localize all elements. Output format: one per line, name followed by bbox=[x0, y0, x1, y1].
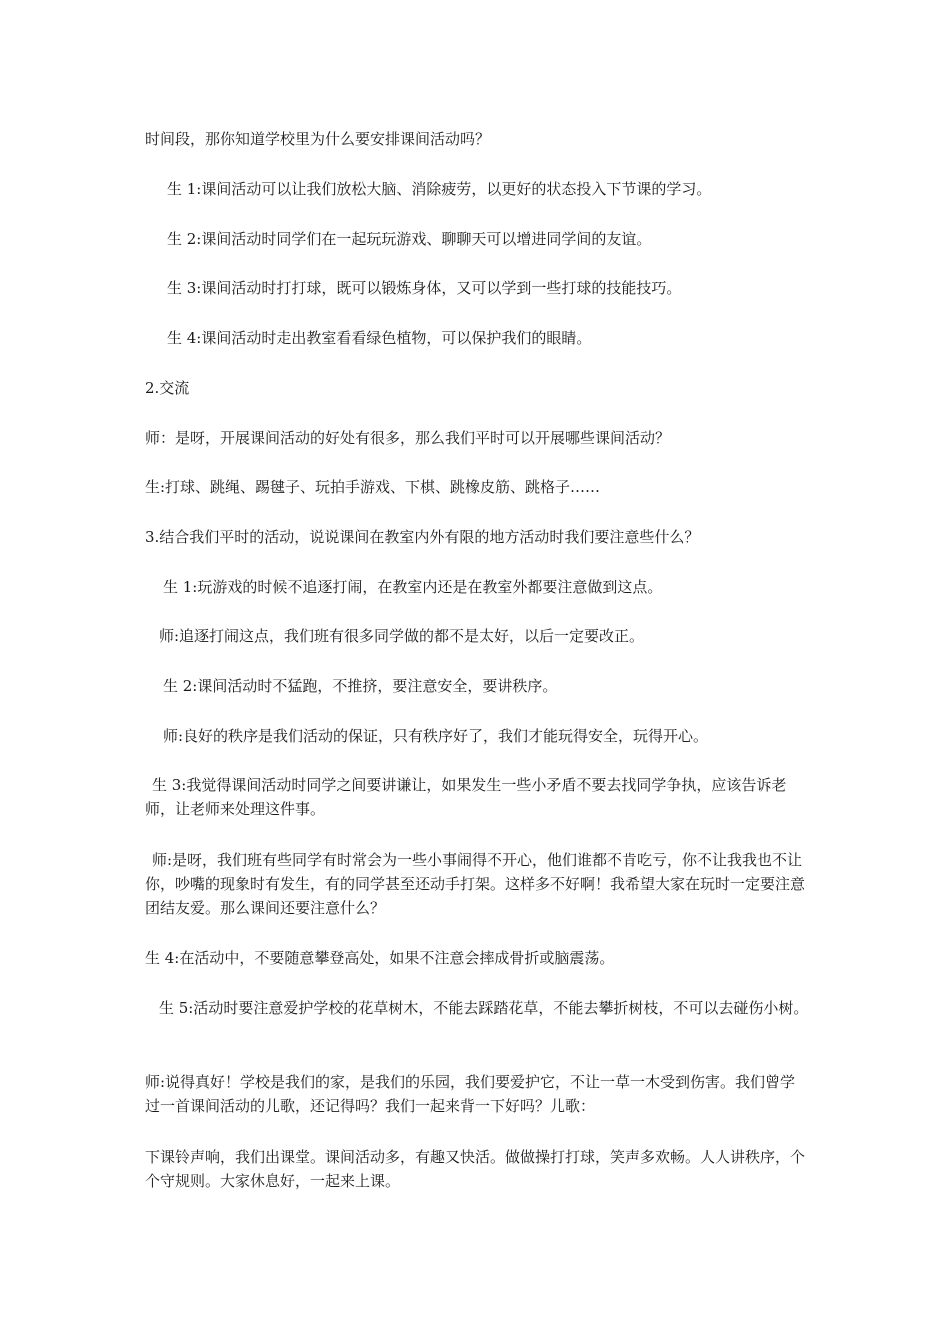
paragraph-student-3-answer: 生 3:课间活动时打打球，既可以锻炼身体，又可以学到一些打球的技能技巧。 bbox=[167, 279, 682, 297]
paragraph-teacher-comment-2: 师:良好的秩序是我们活动的保证，只有秩序好了，我们才能玩得安全，玩得开心。 bbox=[163, 727, 709, 745]
paragraph-student-4-safety: 生 4:在活动中，不要随意攀登高处，如果不注意会摔成骨折或脑震荡。 bbox=[145, 949, 615, 967]
paragraph-student-activities: 生:打球、跳绳、踢毽子、玩拍手游戏、下棋、跳橡皮筋、跳格子…… bbox=[145, 478, 601, 496]
paragraph-student-4-answer: 生 4:课间活动时走出教室看看绿色植物，可以保护我们的眼睛。 bbox=[167, 329, 592, 347]
paragraph-intro-question: 时间段，那你知道学校里为什么要安排课间活动吗？ bbox=[145, 130, 491, 148]
paragraph-student-3-safety: 生 3:我觉得课间活动时同学之间要讲谦让，如果发生一些小矛盾不要去找同学争执，应该告诉老师，让老师来处理这件事。 bbox=[145, 776, 787, 818]
paragraph-teacher-comment-1: 师:追逐打闹这点，我们班有很多同学做的都不是太好，以后一定要改正。 bbox=[159, 627, 645, 645]
paragraph-student-1-answer: 生 1:课间活动可以让我们放松大脑、消除疲劳，以更好的状态投入下节课的学习。 bbox=[167, 180, 712, 198]
paragraph-teacher-comment-3: 师:是呀，我们班有些同学有时常会为一些小事闹得不开心，他们谁都不肯吃亏，你不让我我也不让你，吵嘴的现象时有发生，有的同学甚至还动手打架。这样多不好啊！我希望大家在玩时一定要注意团结友爱。那么课间还要注意什么？ bbox=[145, 851, 806, 917]
paragraph-student-1-safety: 生 1:玩游戏的时候不追逐打闹，在教室内还是在教室外都要注意做到这点。 bbox=[163, 578, 663, 596]
paragraph-teacher-question: 师：是呀，开展课间活动的好处有很多，那么我们平时可以开展哪些课间活动？ bbox=[145, 429, 671, 447]
paragraph-nursery-rhyme: 下课铃声响，我们出课堂。课间活动多，有趣又快活。做做操打打球，笑声多欢畅。人人讲秩序，个个守规则。大家休息好，一起来上课。 bbox=[145, 1148, 806, 1190]
paragraph-teacher-praise: 师:说得真好！学校是我们的家，是我们的乐园，我们要爱护它，不让一草一木受到伤害。我们曾学过一首课间活动的儿歌，还记得吗？我们一起来背一下好吗？儿歌： bbox=[145, 1073, 796, 1115]
paragraph-student-2-answer: 生 2:课间活动时同学们在一起玩玩游戏、聊聊天可以增进同学间的友谊。 bbox=[167, 230, 652, 248]
section-heading-safety: 3.结合我们平时的活动，说说课间在教室内外有限的地方活动时我们要注意些什么？ bbox=[145, 528, 700, 546]
paragraph-student-5-safety: 生 5:活动时要注意爱护学校的花草树木，不能去踩踏花草，不能去攀折树枝，不可以去碰伤小树。 bbox=[159, 999, 809, 1017]
paragraph-student-2-safety: 生 2:课间活动时不猛跑，不推挤，要注意安全，要讲秩序。 bbox=[163, 677, 558, 695]
section-heading-exchange: 2.交流 bbox=[145, 379, 190, 397]
